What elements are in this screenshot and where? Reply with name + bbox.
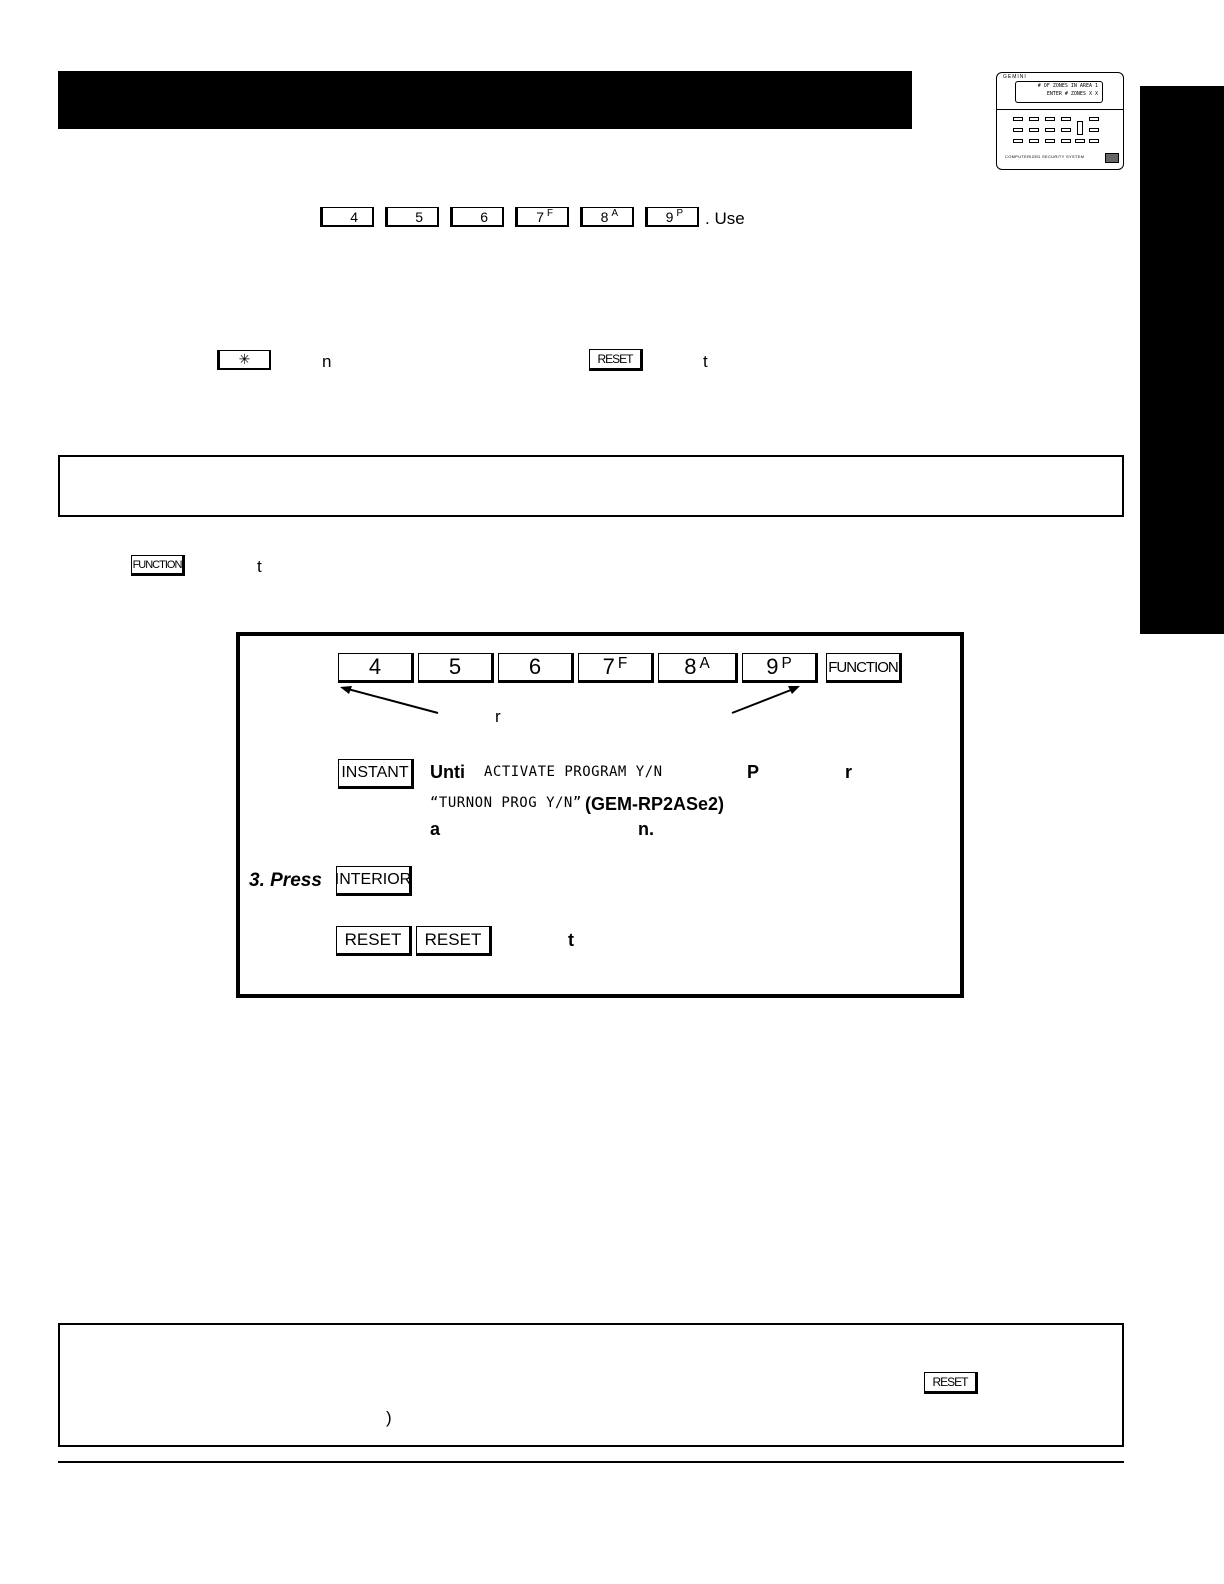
keypad-lcd-line1: # OF ZONES IN AREA 1 xyxy=(1037,83,1098,89)
proc-key-4: 4 xyxy=(338,653,414,683)
step2-lcd-message2: “TURNON PROG Y/N” xyxy=(430,795,582,811)
proc-function-key: FUNCTION xyxy=(826,653,902,683)
proc-key-9p: 9 P xyxy=(742,653,818,683)
key-6: 6 xyxy=(450,207,504,227)
fragment-t2: t xyxy=(257,557,262,576)
keypad-lcd-line2: ENTER # ZONES X X xyxy=(1046,91,1098,97)
keypad-illustration xyxy=(996,72,1124,170)
keypad-button xyxy=(1089,128,1099,132)
right-arrow-line xyxy=(732,688,796,713)
step2-model: (GEM-RP2ASe2) xyxy=(585,794,725,814)
keypad-button xyxy=(1029,128,1039,132)
keypad-footer: COMPUTERIZED SECURITY SYSTEM xyxy=(1005,154,1085,159)
key-9p: 9 P xyxy=(645,207,699,227)
keypad-button xyxy=(1013,117,1023,121)
left-arrow-head xyxy=(340,686,352,694)
keypad-lcd xyxy=(1015,81,1103,103)
proc-key-7f: 7 F xyxy=(578,653,654,683)
keypad-button xyxy=(1045,128,1055,132)
star-key: ✳ xyxy=(217,350,271,370)
step2-n: n. xyxy=(638,819,654,839)
step2-until: Unti xyxy=(430,762,465,782)
use-text: . Use xyxy=(705,209,745,228)
proc-key-6: 6 xyxy=(498,653,574,683)
proc-key-8a: 8 A xyxy=(658,653,738,683)
step2-a: a xyxy=(430,819,441,839)
keypad-button xyxy=(1045,117,1055,121)
key-7f: 7 F xyxy=(515,207,569,227)
step4-t: t xyxy=(568,930,574,950)
proc-reset-key-2: RESET xyxy=(416,926,492,956)
reset-key: RESET xyxy=(589,349,643,371)
keypad-button xyxy=(1045,139,1055,143)
keypad-logo-icon xyxy=(1105,153,1119,163)
arrows-graphic xyxy=(330,680,820,720)
keypad-button xyxy=(1013,128,1023,132)
step2-p: P xyxy=(747,762,760,782)
key-5: 5 xyxy=(385,207,439,227)
fragment-n: n xyxy=(322,352,332,371)
keypad-brand: GEMINI xyxy=(1003,74,1027,80)
footer-rule xyxy=(58,1461,1124,1463)
interior-key: INTERIOR xyxy=(336,866,412,896)
step3-label: 3. Press xyxy=(249,870,322,891)
note-reset-key: RESET xyxy=(924,1372,978,1394)
keypad-button xyxy=(1089,139,1099,143)
keypad-button xyxy=(1061,128,1071,132)
keypad-button xyxy=(1061,117,1071,121)
step2-r: r xyxy=(845,762,853,782)
fragment-r: r xyxy=(495,707,501,726)
keypad-button xyxy=(1075,139,1085,143)
step2-lcd-message: ACTIVATE PROGRAM Y/N xyxy=(484,764,663,780)
proc-key-5: 5 xyxy=(418,653,494,683)
section-title-bar xyxy=(58,71,912,129)
keypad-button xyxy=(1077,121,1083,135)
function-key: FUNCTION xyxy=(131,555,185,576)
note-box xyxy=(58,455,1124,517)
keypad-divider xyxy=(997,109,1123,110)
instant-key: INSTANT xyxy=(338,759,414,789)
left-arrow-line xyxy=(344,688,438,713)
keypad-button xyxy=(1029,139,1039,143)
keypad-button xyxy=(1089,117,1099,121)
keypad-button xyxy=(1061,139,1071,143)
proc-reset-key-1: RESET xyxy=(336,926,412,956)
side-section-tab xyxy=(1140,86,1224,634)
fragment-t: t xyxy=(703,352,708,371)
keypad-button xyxy=(1013,139,1023,143)
key-8a: 8 A xyxy=(580,207,634,227)
keypad-button xyxy=(1029,117,1039,121)
closing-paren: ) xyxy=(386,1408,392,1427)
key-4: 4 xyxy=(320,207,374,227)
